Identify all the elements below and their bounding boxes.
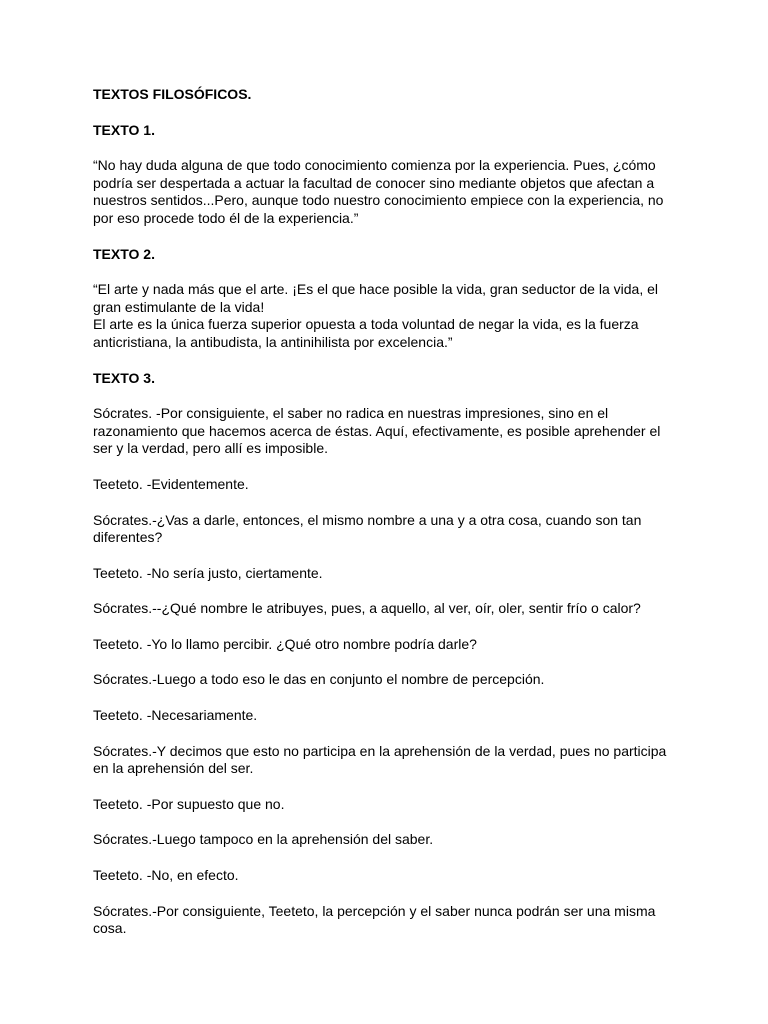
dialogue-line: Sócrates.-Luego tampoco en la aprehensión del saber. <box>93 831 434 848</box>
dialogue-line: Teeteto. -No, en efecto. <box>93 867 239 884</box>
dialogue-line: Teeteto. -Evidentemente. <box>93 475 249 492</box>
document-page <box>93 86 678 956</box>
section-heading-texto-1: TEXTO 1. <box>93 121 155 138</box>
dialogue-line: Teeteto. -Necesariamente. <box>93 707 258 724</box>
paragraph-texto-2-quote: “El arte y nada más que el arte. ¡Es el que hace posible la vida, gran seductor de la vida, el gran estimulante de la vida! El arte es la única fuerza superior opuesta a toda voluntad de negar la vida, es la fuerza anticristiana, la antibudista, la antinihilista por excelencia.” <box>93 281 658 350</box>
dialogue-line: Teeteto. -Por supuesto que no. <box>93 795 285 812</box>
dialogue-line: Sócrates.--¿Qué nombre le atribuyes, pues, a aquello, al ver, oír, oler, sentir frío o calor? <box>93 600 641 617</box>
dialogue-line: Sócrates.-Por consiguiente, Teeteto, la percepción y el saber nunca podrán ser una misma cosa. <box>93 902 656 937</box>
dialogue-line: Sócrates.-Y decimos que esto no participa en la aprehensión de la verdad, pues no participa en la aprehensión del ser. <box>93 742 667 777</box>
dialogue-line: Teeteto. -No sería justo, ciertamente. <box>93 564 323 581</box>
paragraph-texto-1-quote: “No hay duda alguna de que todo conocimiento comienza por la experiencia. Pues, ¿cómo podría ser despertada a actuar la facultad de conocer sino mediante objetos que afectan a nuestros sentidos...Pero, aunque todo nuestro conocimiento empiece con la experiencia, no por eso procede todo él de la experiencia.” <box>93 157 664 226</box>
dialogue-line: Teeteto. -Yo lo llamo percibir. ¿Qué otro nombre podría darle? <box>93 635 477 652</box>
section-heading-texto-3: TEXTO 3. <box>93 369 155 386</box>
dialogue-line: Sócrates.-Luego a todo eso le das en conjunto el nombre de percepción. <box>93 671 545 688</box>
dialogue-line: Sócrates.-¿Vas a darle, entonces, el mismo nombre a una y a otra cosa, cuando son tan diferentes? <box>93 511 642 546</box>
section-heading-texto-2: TEXTO 2. <box>93 245 155 262</box>
document-title: TEXTOS FILOSÓFICOS. <box>93 86 252 102</box>
dialogue-line: Sócrates. -Por consiguiente, el saber no radica en nuestras impresiones, sino en el razonamiento que hacemos acerca de éstas. Aquí, efectivamente, es posible aprehender el ser y la verdad, pero allí es imposible. <box>93 405 661 457</box>
